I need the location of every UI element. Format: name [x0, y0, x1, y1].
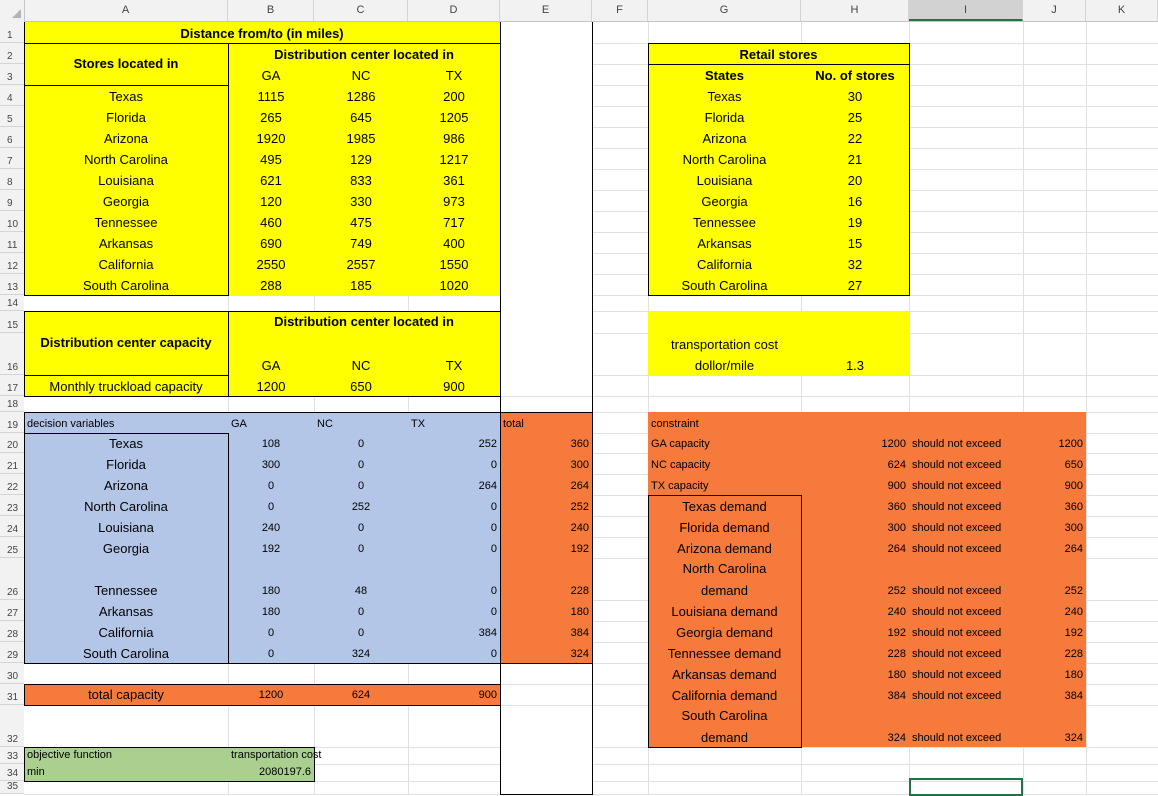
distance-nc-value: 749 — [350, 236, 372, 251]
decision-ga-value[interactable]: 108 — [261, 438, 281, 450]
total-capacity-nc: 624 — [351, 688, 371, 701]
row-header-24[interactable]: 24 — [0, 516, 24, 537]
demand-constraint-limit: 252 — [1064, 585, 1083, 597]
distance-nc-value: 833 — [350, 173, 372, 188]
total-capacity-ga: 1200 — [258, 688, 284, 701]
capacity-value: 650 — [350, 379, 372, 394]
decision-tx-value[interactable]: 0 — [490, 648, 497, 660]
retail-title: Retail stores — [739, 47, 818, 62]
decision-header-nc: NC — [317, 418, 333, 430]
distance-ga-value: 690 — [260, 236, 282, 251]
capacity-title: Distribution center capacity — [40, 335, 212, 350]
capacity-dc-label: Distribution center located in — [274, 314, 454, 329]
column-header-a[interactable]: A — [24, 0, 228, 21]
decision-state: Louisiana — [98, 520, 154, 535]
retail-state: California — [697, 257, 752, 272]
column-header-h[interactable]: H — [801, 0, 909, 21]
objective-function-label: objective function — [27, 749, 112, 761]
capacity-constraint-value: 624 — [887, 459, 906, 471]
decision-state: Arizona — [103, 478, 149, 493]
row-header-8[interactable]: 8 — [0, 169, 24, 190]
capacity-constraint-relation: should not exceed — [912, 438, 1002, 450]
distance-ga-value: 265 — [260, 110, 282, 125]
retail-store-count: 20 — [847, 173, 863, 188]
demand-constraint-relation: should not exceed — [912, 648, 1002, 660]
transport-cost-value[interactable]: 1.3 — [845, 358, 865, 373]
row-header-29[interactable]: 29 — [0, 642, 24, 663]
retail-count-header: No. of stores — [815, 68, 895, 83]
demand-constraint-relation: should not exceed — [912, 627, 1002, 639]
capacity-center-header: TX — [445, 358, 463, 373]
decision-ga-value[interactable]: 180 — [261, 585, 281, 597]
row-header-28[interactable]: 28 — [0, 621, 24, 642]
row-header-5[interactable]: 5 — [0, 106, 24, 127]
row-header-34[interactable]: 34 — [0, 764, 24, 781]
distance-center-header: NC — [351, 68, 371, 83]
demand-constraint-relation: should not exceed — [912, 669, 1002, 681]
demand-constraint-limit: 180 — [1064, 669, 1083, 681]
objective-min-label: min — [27, 766, 45, 778]
decision-ga-value[interactable]: 0 — [267, 627, 275, 639]
row-header-2[interactable]: 2 — [0, 43, 24, 64]
decision-ga-value[interactable]: 240 — [261, 522, 281, 534]
distance-ga-value: 1920 — [256, 131, 286, 146]
decision-row-total: 360 — [570, 438, 589, 450]
capacity-constraint-relation: should not exceed — [912, 480, 1002, 492]
distance-ga-value: 495 — [260, 152, 282, 167]
capacity-value: 900 — [443, 379, 465, 394]
objective-cost-label: transportation cost — [231, 749, 322, 761]
decision-state: Texas — [109, 436, 143, 451]
row-header-4[interactable]: 4 — [0, 85, 24, 106]
demand-constraint-name: South Carolina — [681, 708, 768, 723]
distance-tx-value: 986 — [443, 131, 465, 146]
decision-nc-value[interactable]: 0 — [357, 606, 365, 618]
distance-ga-value: 460 — [260, 215, 282, 230]
retail-states-header: States — [704, 68, 745, 83]
distance-center-header: TX — [445, 68, 463, 83]
row-header-27[interactable]: 27 — [0, 600, 24, 621]
row-header-7[interactable]: 7 — [0, 148, 24, 169]
distance-state: North Carolina — [84, 152, 168, 167]
column-header-d[interactable]: D — [408, 0, 500, 21]
capacity-constraint-limit: 900 — [1064, 480, 1083, 492]
distance-tx-value: 1205 — [439, 110, 469, 125]
retail-state: Florida — [704, 110, 745, 125]
row-header-1[interactable]: 1 — [0, 21, 24, 43]
row-header-19[interactable]: 19 — [0, 412, 24, 433]
retail-state: Arizona — [702, 131, 747, 146]
retail-store-count: 15 — [847, 236, 863, 251]
demand-constraint-limit: 228 — [1064, 648, 1083, 660]
decision-tx-value[interactable]: 0 — [490, 606, 497, 618]
retail-store-count: 25 — [847, 110, 863, 125]
decision-row-total: 300 — [570, 459, 589, 471]
row-header-32[interactable]: 32 — [0, 705, 24, 747]
distance-ga-value: 2550 — [256, 257, 286, 272]
decision-tx-value[interactable]: 0 — [490, 501, 497, 513]
distance-tx-value: 200 — [443, 89, 465, 104]
distance-nc-value: 1286 — [346, 89, 376, 104]
decision-nc-value[interactable]: 0 — [357, 627, 365, 639]
capacity-constraint-name: TX capacity — [651, 480, 709, 492]
row-header-15[interactable]: 15 — [0, 311, 24, 333]
retail-state: Louisiana — [696, 173, 753, 188]
column-header-j[interactable]: J — [1023, 0, 1086, 21]
retail-store-count: 19 — [847, 215, 863, 230]
distance-nc-value: 475 — [350, 215, 372, 230]
column-header-f[interactable]: F — [592, 0, 648, 21]
decision-state: North Carolina — [84, 499, 168, 514]
distance-state: South Carolina — [83, 278, 169, 293]
demand-constraint-name: Florida demand — [679, 520, 770, 535]
row-header-21[interactable]: 21 — [0, 453, 24, 474]
stores-located-label: Stores located in — [73, 56, 179, 71]
column-header-b[interactable]: B — [228, 0, 314, 21]
decision-state: Georgia — [102, 541, 150, 556]
distance-nc-value: 645 — [350, 110, 372, 125]
row-header-9[interactable]: 9 — [0, 190, 24, 211]
decision-ga-value[interactable]: 0 — [267, 648, 275, 660]
demand-constraint-limit: 264 — [1064, 543, 1083, 555]
demand-constraint-value: 192 — [887, 627, 906, 639]
decision-state: California — [98, 625, 154, 640]
retail-state: North Carolina — [682, 152, 767, 167]
select-all-button[interactable] — [0, 0, 25, 21]
decision-row-total: 324 — [570, 648, 589, 660]
distance-ga-value: 621 — [260, 173, 282, 188]
retail-store-count: 32 — [847, 257, 863, 272]
distance-state: Arkansas — [98, 236, 154, 251]
retail-state: Arkansas — [697, 236, 752, 251]
decision-tx-value[interactable]: 0 — [490, 522, 497, 534]
decision-nc-value[interactable]: 0 — [357, 480, 365, 492]
row-header-23[interactable]: 23 — [0, 495, 24, 516]
distance-nc-value: 2557 — [346, 257, 376, 272]
capacity-center-header: GA — [261, 358, 281, 373]
demand-constraint-name: California demand — [671, 688, 778, 703]
distance-nc-value: 129 — [350, 152, 372, 167]
decision-nc-value[interactable]: 0 — [357, 522, 365, 534]
decision-nc-value[interactable]: 252 — [351, 501, 371, 513]
decision-header-tx: TX — [411, 418, 426, 430]
capacity-constraint-relation: should not exceed — [912, 459, 1002, 471]
objective-value[interactable]: 2080197.6 — [259, 766, 311, 778]
demand-constraint-name: demand — [701, 730, 748, 745]
decision-ga-value[interactable]: 300 — [261, 459, 281, 471]
capacity-center-header: NC — [351, 358, 371, 373]
active-cell-cursor[interactable] — [909, 778, 1023, 796]
distance-ga-value: 288 — [260, 278, 282, 293]
decision-nc-value[interactable]: 48 — [354, 585, 368, 597]
demand-constraint-relation: should not exceed — [912, 585, 1002, 597]
total-capacity-tx: 900 — [478, 688, 497, 701]
decision-tx-value[interactable]: 252 — [478, 438, 497, 450]
row-header-6[interactable]: 6 — [0, 127, 24, 148]
distance-tx-value: 1020 — [439, 278, 469, 293]
decision-tx-value[interactable]: 0 — [490, 543, 497, 555]
decision-row-total: 228 — [570, 585, 589, 597]
column-header-i[interactable]: I — [909, 0, 1023, 21]
demand-constraint-name: Georgia demand — [676, 625, 773, 640]
demand-constraint-value: 264 — [887, 543, 906, 555]
row-header-11[interactable]: 11 — [0, 232, 24, 253]
demand-constraint-relation: should not exceed — [912, 690, 1002, 702]
capacity-constraint-limit: 1200 — [1058, 438, 1083, 450]
decision-nc-value[interactable]: 0 — [357, 459, 365, 471]
column-header-e[interactable]: E — [500, 0, 592, 21]
white-column-e — [500, 21, 592, 396]
distance-state: Florida — [106, 110, 146, 125]
retail-state: Georgia — [701, 194, 748, 209]
demand-constraint-name: Tennessee demand — [667, 646, 782, 661]
row-header-20[interactable]: 20 — [0, 433, 24, 453]
distance-dc-label: Distribution center located in — [274, 47, 454, 62]
row-header-35[interactable]: 35 — [0, 781, 24, 794]
distance-tx-value: 361 — [443, 173, 465, 188]
column-header-c[interactable]: C — [314, 0, 408, 21]
retail-state: South Carolina — [681, 278, 768, 293]
decision-tx-value[interactable]: 264 — [478, 480, 497, 492]
decision-ga-value[interactable]: 192 — [261, 543, 281, 555]
demand-constraint-name: Arizona demand — [677, 541, 772, 556]
demand-constraint-limit: 324 — [1064, 732, 1083, 744]
capacity-constraint-value: 900 — [887, 480, 906, 492]
demand-constraint-value: 252 — [887, 585, 906, 597]
distance-state: Louisiana — [98, 173, 154, 188]
decision-row-total: 192 — [570, 543, 589, 555]
row-header-33[interactable]: 33 — [0, 747, 24, 764]
gridline-vertical — [1086, 21, 1087, 794]
demand-constraint-relation: should not exceed — [912, 732, 1002, 744]
decision-row-total: 240 — [570, 522, 589, 534]
row-header-31[interactable]: 31 — [0, 684, 24, 705]
row-header-18[interactable]: 18 — [0, 396, 24, 412]
decision-row-total: 180 — [570, 606, 589, 618]
demand-constraint-limit: 384 — [1064, 690, 1083, 702]
decision-row-total: 264 — [570, 480, 589, 492]
decision-tx-value[interactable]: 0 — [490, 459, 497, 471]
row-header-30[interactable]: 30 — [0, 663, 24, 684]
distance-title: Distance from/to (in miles) — [180, 26, 344, 41]
column-header-k[interactable]: K — [1086, 0, 1158, 21]
demand-constraint-name: Texas demand — [682, 499, 767, 514]
distance-ga-value: 120 — [260, 194, 282, 209]
retail-state: Texas — [707, 89, 742, 104]
distance-ga-value: 1115 — [257, 89, 285, 104]
distance-nc-value: 1985 — [346, 131, 376, 146]
demand-constraint-name: Arkansas demand — [672, 667, 777, 682]
demand-constraint-value: 180 — [887, 669, 906, 681]
distance-state: Arizona — [103, 131, 149, 146]
retail-store-count: 27 — [847, 278, 863, 293]
decision-state: Arkansas — [98, 604, 154, 619]
retail-state: Tennessee — [693, 215, 756, 230]
distance-state: California — [98, 257, 154, 272]
demand-constraint-name: demand — [701, 583, 748, 598]
white-cells-e — [500, 747, 592, 794]
decision-ga-value[interactable]: 0 — [267, 480, 275, 492]
demand-constraint-limit: 192 — [1064, 627, 1083, 639]
row-header-22[interactable]: 22 — [0, 474, 24, 495]
decision-row-total: 252 — [570, 501, 589, 513]
demand-constraint-value: 240 — [887, 606, 906, 618]
decision-state: Florida — [106, 457, 146, 472]
row-header-26[interactable]: 26 — [0, 558, 24, 600]
capacity-constraint-limit: 650 — [1064, 459, 1083, 471]
distance-center-header: GA — [261, 68, 281, 83]
column-header-g[interactable]: G — [648, 0, 801, 21]
distance-tx-value: 1550 — [439, 257, 469, 272]
decision-total-header: total — [503, 418, 524, 430]
decision-nc-value[interactable]: 324 — [351, 648, 371, 660]
demand-constraint-value: 300 — [887, 522, 906, 534]
demand-constraint-value: 360 — [887, 501, 906, 513]
capacity-constraint-name: NC capacity — [651, 459, 711, 471]
retail-store-count: 22 — [847, 131, 863, 146]
row-header-14[interactable]: 14 — [0, 295, 24, 311]
distance-nc-value: 330 — [350, 194, 372, 209]
constraint-label: constraint — [651, 418, 699, 430]
row-header-25[interactable]: 25 — [0, 537, 24, 558]
decision-state: South Carolina — [83, 646, 169, 661]
decision-ga-value[interactable]: 180 — [261, 606, 281, 618]
total-capacity-label: total capacity — [88, 686, 164, 702]
transport-cost-label: transportation cost — [671, 337, 778, 352]
decision-row-total: 384 — [570, 627, 589, 639]
decision-nc-value[interactable]: 0 — [357, 438, 365, 450]
row-header-16[interactable]: 16 — [0, 333, 24, 375]
demand-constraint-name: North Carolina — [682, 561, 767, 576]
decision-tx-value[interactable]: 384 — [478, 627, 497, 639]
distance-state: Texas — [109, 89, 143, 104]
distance-tx-value: 973 — [443, 194, 465, 209]
transport-unit-label: dollor/mile — [694, 358, 755, 373]
demand-constraint-relation: should not exceed — [912, 543, 1002, 555]
demand-constraint-limit: 360 — [1064, 501, 1083, 513]
decision-ga-value[interactable]: 0 — [267, 501, 275, 513]
row-header-3[interactable]: 3 — [0, 64, 24, 85]
distance-nc-value: 185 — [350, 278, 372, 293]
demand-constraint-relation: should not exceed — [912, 606, 1002, 618]
row-header-12[interactable]: 12 — [0, 253, 24, 274]
distance-tx-value: 400 — [443, 236, 465, 251]
row-header-10[interactable]: 10 — [0, 211, 24, 232]
distance-tx-value: 717 — [443, 215, 465, 230]
demand-constraint-limit: 300 — [1064, 522, 1083, 534]
decision-tx-value[interactable]: 0 — [490, 585, 497, 597]
decision-variables-label: decision variables — [27, 418, 115, 430]
capacity-value: 1200 — [256, 379, 286, 394]
demand-constraint-relation: should not exceed — [912, 522, 1002, 534]
capacity-constraint-value: 1200 — [881, 438, 906, 450]
decision-nc-value[interactable]: 0 — [357, 543, 365, 555]
retail-store-count: 30 — [847, 89, 863, 104]
capacity-constraint-name: GA capacity — [651, 438, 710, 450]
distance-state: Tennessee — [94, 215, 158, 230]
decision-state: Tennessee — [94, 583, 158, 598]
demand-constraint-name: Louisiana demand — [671, 604, 778, 619]
gridline-vertical — [592, 21, 593, 794]
distance-state: Georgia — [102, 194, 150, 209]
row-header-17[interactable]: 17 — [0, 375, 24, 396]
retail-store-count: 16 — [847, 194, 863, 209]
decision-header-ga: GA — [231, 418, 247, 430]
demand-constraint-limit: 240 — [1064, 606, 1083, 618]
row-header-13[interactable]: 13 — [0, 274, 24, 295]
demand-constraint-value: 384 — [887, 690, 906, 702]
capacity-row-label: Monthly truckload capacity — [49, 379, 203, 394]
demand-constraint-value: 324 — [887, 732, 906, 744]
retail-store-count: 21 — [847, 152, 863, 167]
demand-constraint-relation: should not exceed — [912, 501, 1002, 513]
distance-tx-value: 1217 — [439, 152, 469, 167]
demand-constraint-value: 228 — [887, 648, 906, 660]
